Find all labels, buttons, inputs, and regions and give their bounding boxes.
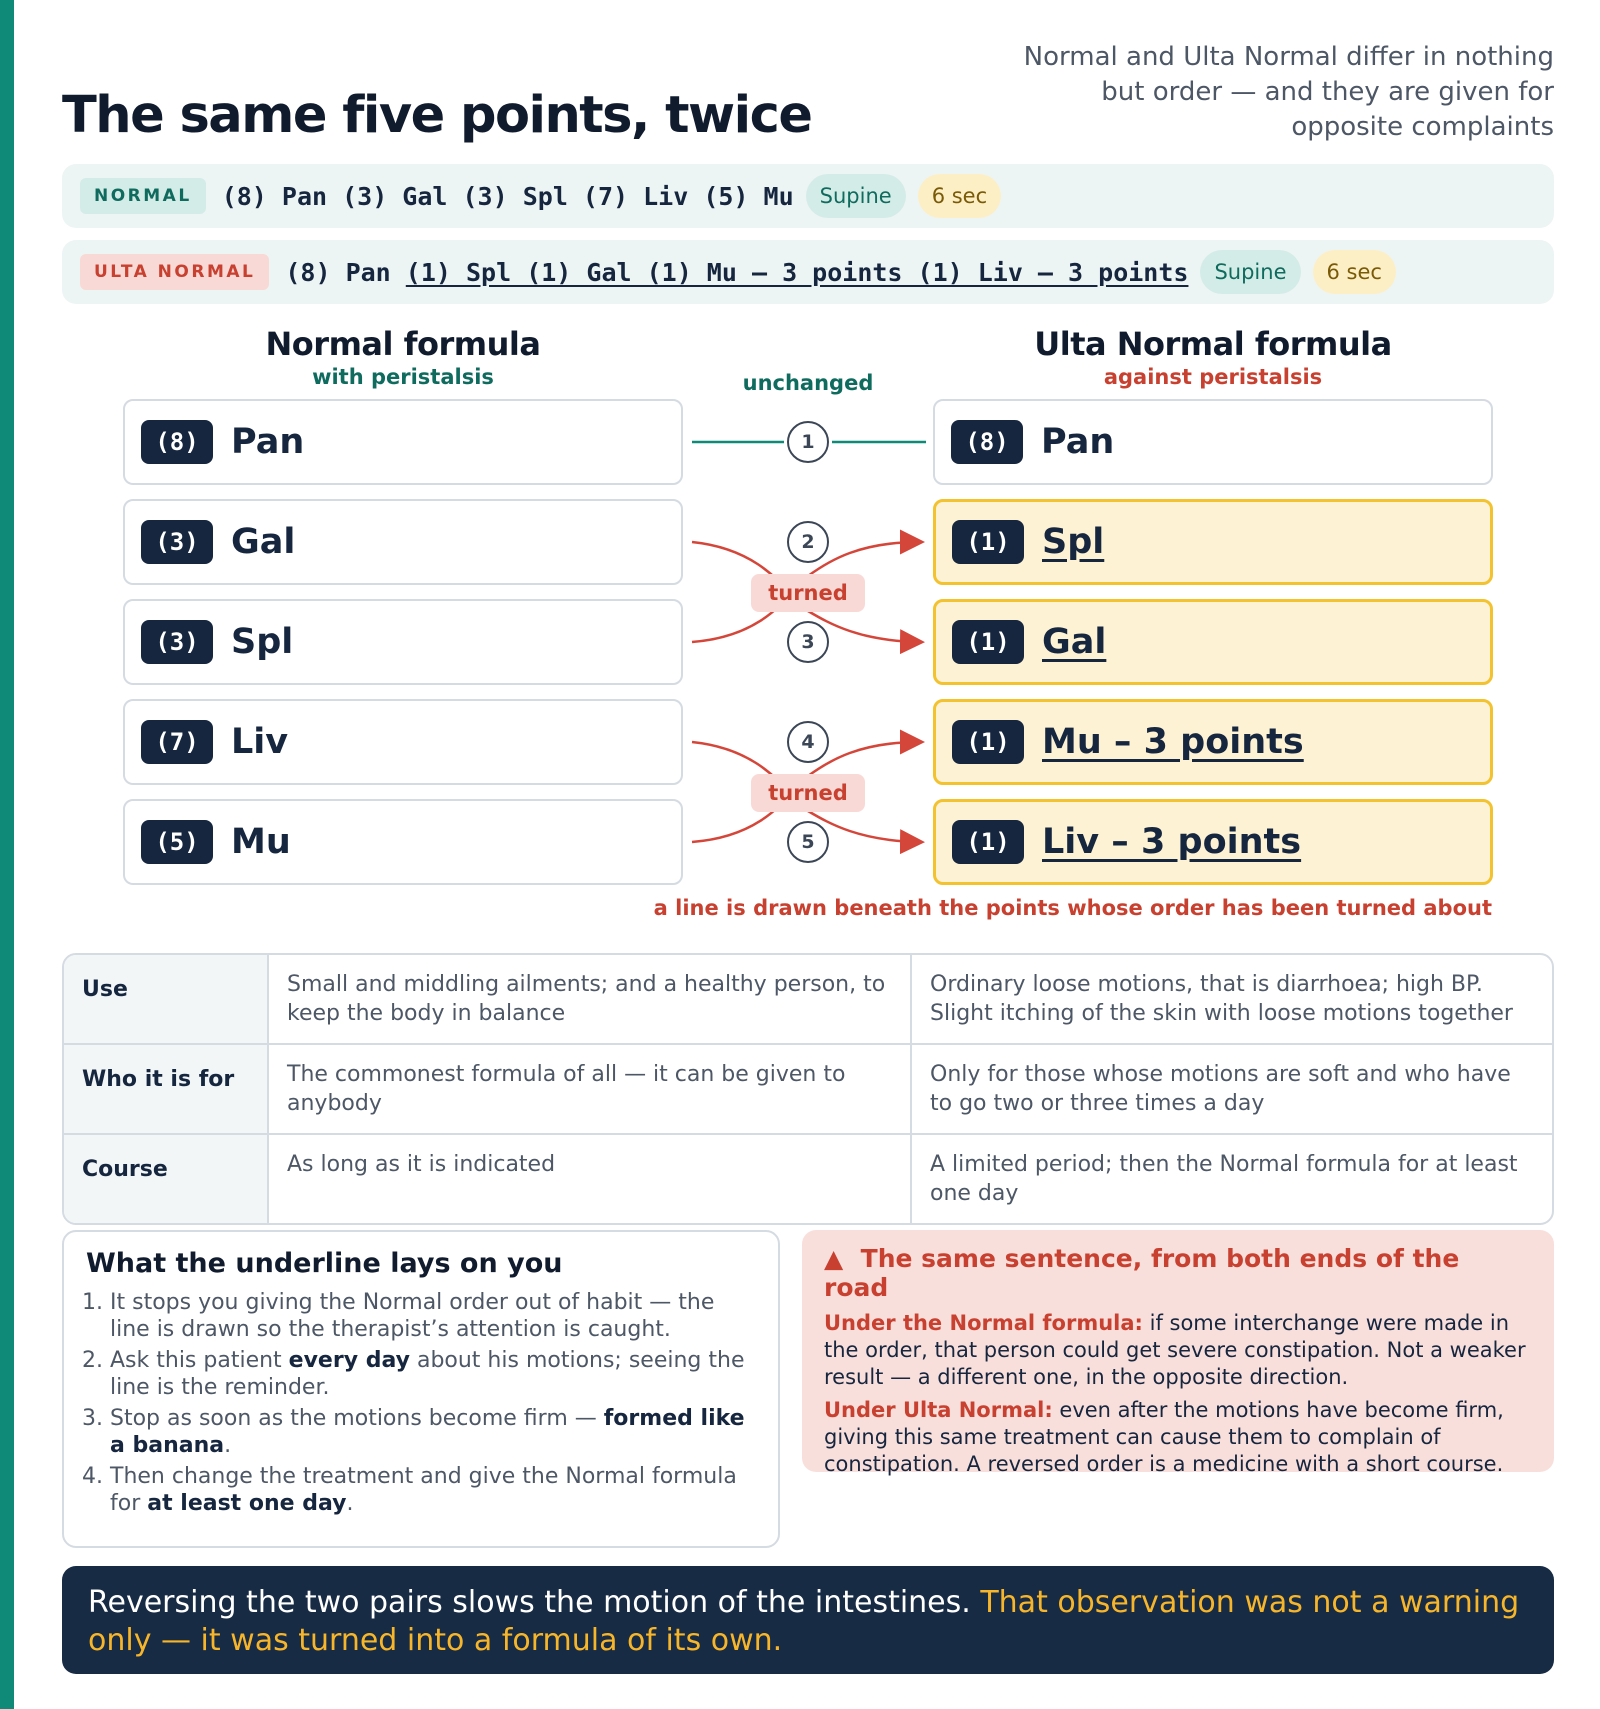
normal-cell: The commonest formula of all — it can be given to anybody (268, 1044, 911, 1134)
ulta-row-turned (933, 499, 1493, 585)
point-count-badge: (1) (952, 620, 1024, 664)
ulta-cell: A limited period; then the Normal formula for at least one day (930, 1152, 1518, 1206)
point-label: Gal (1042, 622, 1107, 662)
ulta-row (933, 399, 1493, 485)
warning-panel-heading (824, 1244, 1532, 1302)
table-row (64, 955, 1552, 1044)
underline-note: a line is drawn beneath the points whose order has been turned about (653, 896, 1492, 920)
normal-column-title: Normal formula (265, 325, 541, 363)
row-key: Use (64, 955, 268, 1044)
step-number-2: 2 (787, 521, 829, 563)
turned-label-2: turned (751, 774, 865, 812)
point-count-badge: (8) (141, 420, 213, 464)
unchanged-label: unchanged (742, 371, 874, 395)
underline-panel-title: What the underline lays on you (86, 1248, 563, 1279)
underline-panel (62, 1230, 780, 1548)
row-key: Course (64, 1134, 268, 1223)
page-subtitle: Normal and Ulta Normal differ in nothing but order — and they are given for opposite complaints (1023, 42, 1554, 142)
point-label: Spl (1042, 522, 1105, 562)
ulta-tag: ULTA NORMAL (80, 254, 269, 290)
warning-label: Under the Normal formula: (824, 1311, 1143, 1335)
list-item (110, 1405, 756, 1459)
point-label: Mu – 3 points (1042, 722, 1304, 762)
step-number-1: 1 (787, 421, 829, 463)
step-number-5: 5 (787, 821, 829, 863)
normal-row (123, 599, 683, 685)
point-count-badge: (1) (952, 720, 1024, 764)
point-label: Gal (231, 522, 296, 562)
warning-label: Under Ulta Normal: (824, 1398, 1053, 1422)
underline-list (86, 1289, 756, 1517)
ulta-sequence-plain: (8) Pan (285, 257, 406, 287)
normal-position-pill: Supine (806, 174, 906, 218)
normal-column-subtitle: with peristalsis (312, 365, 494, 389)
point-count-badge: (8) (951, 420, 1023, 464)
point-count-badge: (1) (952, 520, 1024, 564)
point-label: Liv – 3 points (1042, 822, 1302, 862)
footer-highlight: That observation was not a warning only — it was turned into a formula of its own. (88, 1585, 1520, 1658)
normal-time-pill: 6 sec (918, 174, 1001, 218)
warning-text: even after the motions have become firm, giving this same treatment can cause them to complain of constipation. A reversed order is a medicine with a short course. (824, 1398, 1504, 1476)
point-count-badge: (3) (141, 520, 213, 564)
point-label: Pan (231, 422, 305, 462)
normal-tag: NORMAL (80, 178, 206, 214)
ulta-cell: Ordinary loose motions, that is diarrhoea; high BP. Slight itching of the skin with loose motions together (911, 955, 1552, 1044)
row-key: Who it is for (64, 1044, 268, 1134)
list-item (110, 1463, 756, 1517)
point-count-badge: (5) (141, 820, 213, 864)
item-text: Ask this patient (110, 1348, 289, 1373)
point-label: Mu (231, 822, 291, 862)
normal-cell: Small and middling ailments; and a healthy person, to keep the body in balance (268, 955, 911, 1044)
normal-cell: As long as it is indicated (268, 1134, 911, 1223)
warning-paragraph-normal (824, 1310, 1532, 1391)
page-title: The same five points, twice (62, 86, 812, 145)
item-emphasis: every day (288, 1348, 410, 1373)
ulta-time-pill: 6 sec (1313, 250, 1396, 294)
item-text: Then change the treatment and give the Normal formula for (110, 1464, 737, 1516)
item-text: Stop as soon as the motions become firm — (110, 1406, 604, 1431)
step-number-4: 4 (787, 721, 829, 763)
point-count-badge: (1) (952, 820, 1024, 864)
point-count-badge: (3) (141, 620, 213, 664)
table-row (64, 1044, 1552, 1134)
point-label: Liv (231, 722, 289, 762)
ulta-position-pill: Supine (1200, 250, 1300, 294)
item-text: . (224, 1433, 232, 1458)
point-count-badge: (7) (141, 720, 213, 764)
list-item (110, 1347, 756, 1401)
ulta-row-turned (933, 599, 1493, 685)
item-text: It stops you giving the Normal order out of habit — the line is drawn so the therapist’s attention is caught. (110, 1290, 715, 1342)
warning-panel-title: The same sentence, from both ends of the road (824, 1244, 1460, 1302)
item-text: . (346, 1491, 354, 1516)
ulta-row-turned (933, 799, 1493, 885)
ulta-row-turned (933, 699, 1493, 785)
item-text: about his motions; seeing the line is the reminder. (110, 1348, 745, 1400)
footer-banner (62, 1566, 1554, 1674)
table-row (64, 1134, 1552, 1223)
normal-sequence: (8) Pan (3) Gal (3) Spl (7) Liv (5) Mu (221, 181, 794, 211)
point-label: Spl (231, 622, 294, 662)
ulta-column-title: Ulta Normal formula (1034, 325, 1392, 363)
ulta-sequence-underlined: (1) Spl (1) Gal (1) Mu – 3 points (1) Liv – 3 points (405, 257, 1189, 287)
warning-triangle-icon: ▲ (824, 1244, 844, 1273)
normal-row (123, 399, 683, 485)
list-item (110, 1289, 756, 1343)
step-number-3: 3 (787, 621, 829, 663)
normal-row (123, 499, 683, 585)
point-label: Pan (1041, 422, 1115, 462)
comparison-table (62, 953, 1554, 1225)
warning-text: if some interchange were made in the order, that person could get severe constipation. Not a weaker result — a different one, in the opposite direction. (824, 1311, 1526, 1389)
warning-paragraph-ulta (824, 1397, 1532, 1478)
warning-panel (802, 1230, 1554, 1476)
ulta-column-subtitle: against peristalsis (1103, 365, 1323, 389)
normal-row (123, 799, 683, 885)
ulta-cell: Only for those whose motions are soft and who have to go two or three times a day (911, 1044, 1552, 1134)
item-emphasis: at least one day (147, 1491, 347, 1516)
normal-row (123, 699, 683, 785)
footer-text: Reversing the two pairs slows the motion of the intestines. (88, 1585, 981, 1620)
turned-label-1: turned (751, 574, 865, 612)
item-emphasis: formed like a banana (110, 1406, 745, 1458)
